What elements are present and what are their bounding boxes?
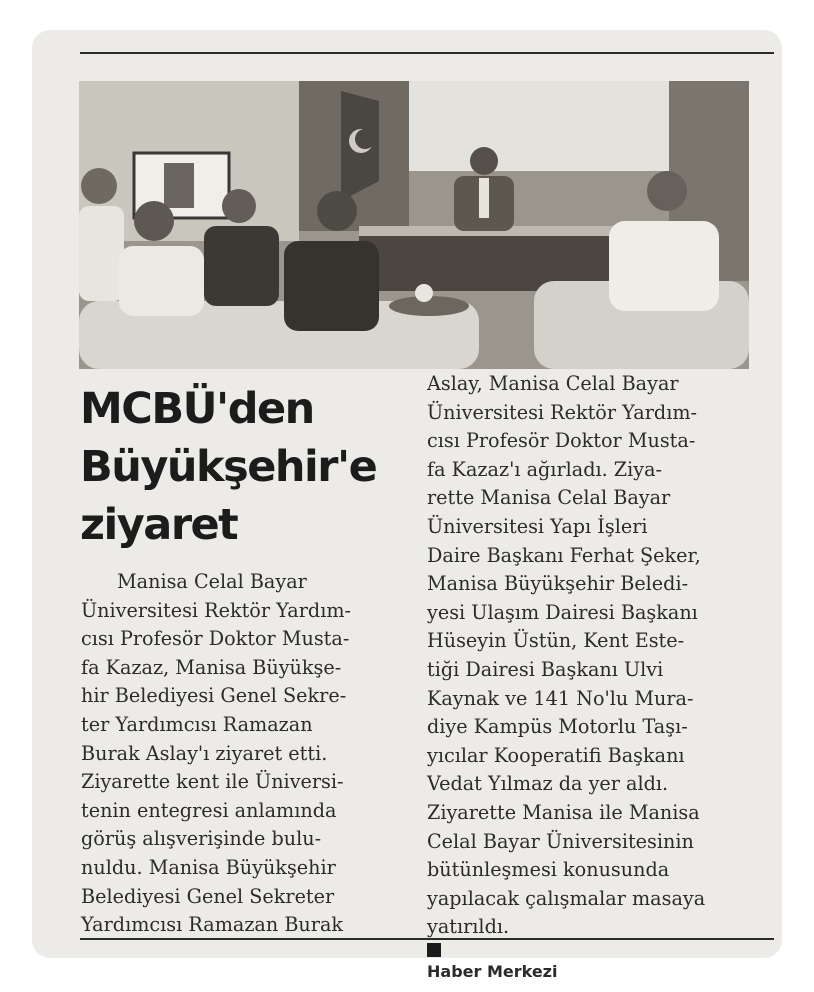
body-line: Ziyarette kent ile Üniversi- (81, 770, 344, 794)
body-line: Hüseyin Üstün, Kent Este- (427, 629, 685, 653)
article-body-right-column (427, 370, 757, 986)
body-line: cısı Profesör Doktor Musta- (81, 627, 350, 651)
body-line: Celal Bayar Üniversitesinin (427, 829, 694, 853)
body-line: Kaynak ve 141 No'lu Mura- (427, 686, 694, 710)
headline-line: Büyükşehir'e (80, 442, 377, 492)
body-line: tiği Dairesi Başkanı Ulvi (427, 657, 664, 681)
body-line: yesi Ulaşım Dairesi Başkanı (427, 600, 698, 624)
byline (427, 943, 757, 981)
top-rule (80, 52, 774, 54)
body-line: görüş alışverişinde bulu- (81, 827, 322, 851)
body-line: fa Kazaz'ı ağırladı. Ziya- (427, 457, 663, 481)
body-line: Vedat Yılmaz da yer aldı. (427, 772, 669, 796)
body-line: fa Kazaz, Manisa Büyükşe- (81, 655, 342, 679)
body-line: Daire Başkanı Ferhat Şeker, (427, 543, 701, 567)
body-line: Yardımcısı Ramazan Burak (81, 913, 344, 937)
last-line-text: yatırıldı. (427, 915, 510, 939)
body-line: rette Manisa Celal Bayar (427, 486, 671, 510)
body-line: diye Kampüs Motorlu Taşı- (427, 715, 688, 739)
headline-line: ziyaret (80, 500, 238, 550)
body-line: tenin entegresi anlamında (81, 798, 337, 822)
body-line: Belediyesi Genel Sekreter (81, 884, 335, 908)
bottom-rule (80, 938, 774, 940)
body-line: Aslay, Manisa Celal Bayar (427, 372, 679, 395)
body-line-last (427, 913, 757, 986)
headline-line: MCBÜ'den (80, 384, 314, 434)
body-line: yapılacak çalışmalar masaya (427, 886, 706, 910)
article-photo (79, 81, 749, 369)
body-line: Ziyarette Manisa ile Manisa (427, 800, 700, 824)
body-line: Burak Aslay'ı ziyaret etti. (81, 741, 328, 765)
body-line: bütünleşmesi konusunda (427, 858, 670, 882)
newspaper-clipping (32, 30, 782, 981)
body-line: cısı Profesör Doktor Musta- (427, 429, 696, 453)
body-line: hir Belediyesi Genel Sekre- (81, 684, 347, 708)
article-body-left-column (81, 568, 411, 940)
article-headline (80, 380, 410, 554)
body-line: ter Yardımcısı Ramazan (81, 712, 313, 736)
body-line: Manisa Celal Bayar (117, 570, 307, 593)
body-line: Üniversitesi Rektör Yardım- (427, 400, 698, 424)
byline-text: Haber Merkezi (427, 961, 558, 981)
body-line: Üniversitesi Yapı İşleri (427, 514, 648, 538)
body-line: Manisa Büyükşehir Beledi- (427, 572, 689, 596)
square-bullet-icon (427, 943, 441, 957)
body-line: yıcılar Kooperatifi Başkanı (427, 743, 685, 767)
body-line: Üniversitesi Rektör Yardım- (81, 598, 352, 622)
body-line: nuldu. Manisa Büyükşehir (81, 855, 336, 879)
